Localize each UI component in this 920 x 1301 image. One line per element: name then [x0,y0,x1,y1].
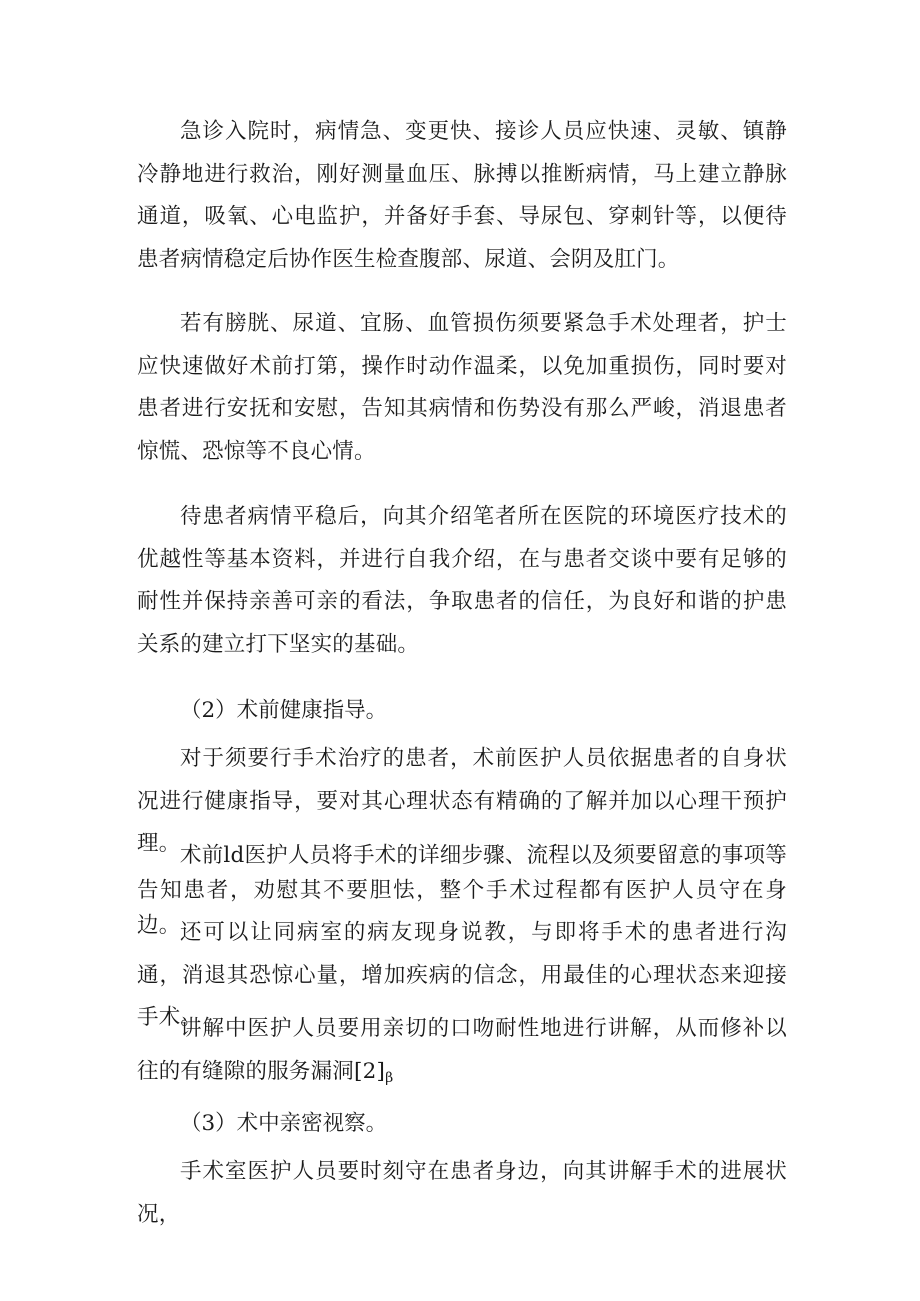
paragraph-urgent-surgery: 若有膀胱、尿道、宜肠、血管损伤须要紧急手术处理者，护士应快速做好术前打第，操作时动作温柔，以免加重损伤，同时要对患者进行安抚和安慰，告知其病情和伤势没有那么严峻，消退患者惊慌、恐惊等不良心情。 [137,311,787,464]
paragraph-emergency-admission: 急诊入院时，病情急、变更快、接诊人员应快速、灵敏、镇静冷静地进行救治，刚好测量血压、脉搏以推断病情，马上建立静脉通道，吸氧、心电监护，并备好手套、导尿包、穿刺针等，以便待患者病情稳定后协作医生检查腹部、尿道、会阴及肛门。 [137,119,787,272]
paragraph-service-gap [137,1008,787,1099]
section-heading-intraoperative-observation: （3）术中亲密视察。 [180,1111,388,1136]
paragraph-surgery-steps-explained: 术前ld医护人员将手术的详细步骤、流程以及须要留意的事项等告知患者，劝慰其不要胆怯，整个手术过程都有医护人员守在身边。 [137,843,787,938]
section-heading-preoperative-guidance: （2）术前健康指导。 [180,698,388,723]
citation-tail-mark: β [385,1069,394,1086]
paragraph-operating-room-staff: 手术室医护人员要时刻守在患者身边，向其讲解手术的进展状况， [137,1159,787,1227]
paragraph-patient-introduction: 待患者病情平稳后，向其介绍笔者所在医院的环境医疗技术的优越性等基本资料，并进行自我介绍，在与患者交谈中要有足够的耐性并保持亲善可亲的看法，争取患者的信任，为良好和谐的护患关系的建立打下坚实的基础。 [137,504,787,657]
citation-reference: [2] [354,1058,386,1084]
paragraph-service-gap-text: 讲解中医护人员要用亲切的口吻耐性地进行讲解，从而修补以往的有缝隙的服务漏洞 [137,1016,787,1084]
paragraph-preoperative-health-guidance: 对于须要行手术治疗的患者，术前医护人员依据患者的自身状况进行健康指导，要对其心理状态有精确的了解并加以心理干预护理。 [137,746,787,856]
paragraph-roommate-communication: 还可以让同病室的病友现身说教，与即将手术的患者进行沟通，消退其恐惊心量，增加疾病的信念，用最佳的心理状态来迎接手术。 [137,920,787,1030]
